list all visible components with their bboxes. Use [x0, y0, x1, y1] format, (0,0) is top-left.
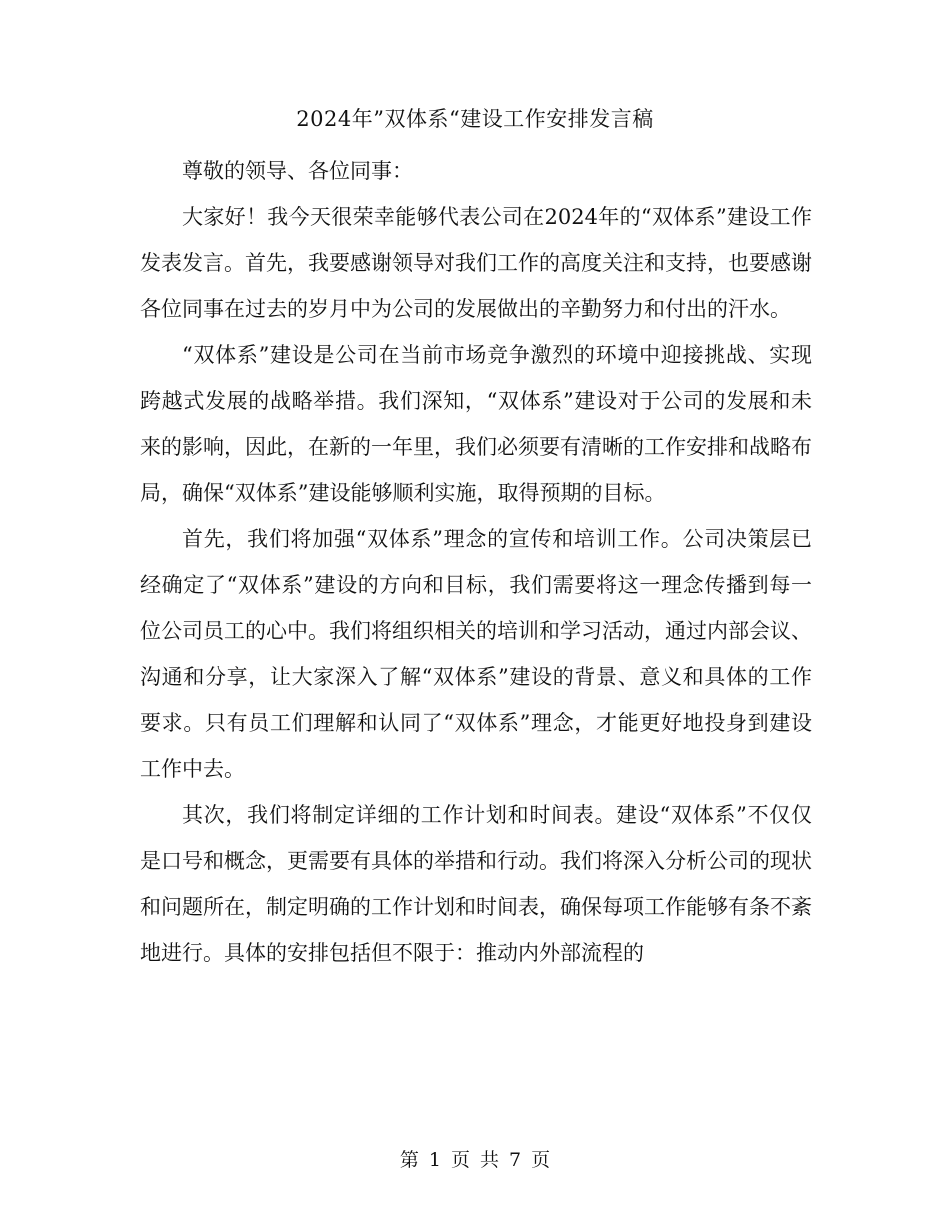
- body-paragraph: 其次，我们将制定详细的工作计划和时间表。建设“双体系”不仅仅是口号和概念，更需要有具体的举措和行动。我们将深入分析公司的现状和问题所在，制定明确的工作计划和时间表，确保每项工作能够有条不紊地进行。具体的安排包括但不限于：推动内外部流程的: [140, 803, 812, 965]
- body-paragraph: 首先，我们将加强“双体系”理念的宣传和培训工作。公司决策层已经确定了“双体系”建设的方向和目标，我们需要将这一理念传播到每一位公司员工的心中。我们将组织相关的培训和学习活动，通过内部会议、沟通和分享，让大家深入了解“双体系”建设的背景、意义和具体的工作要求。只有员工们理解和认同了“双体系”理念，才能更好地投身到建设工作中去。: [140, 527, 812, 781]
- page-footer: 第 1 页 共 7 页: [399, 1149, 551, 1171]
- document-title: 2024年”双体系“建设工作安排发言稿: [296, 107, 654, 131]
- body-paragraph: 大家好！我今天很荣幸能够代表公司在2024年的“双体系”建设工作发表发言。首先，我要感谢领导对我们工作的高度关注和支持，也要感谢各位同事在过去的岁月中为公司的发展做出的辛勤努力和付出的汗水。: [140, 205, 812, 321]
- document-body: [140, 148, 812, 976]
- salutation-paragraph: 尊敬的领导、各位同事：: [182, 159, 413, 183]
- body-paragraph: “双体系”建设是公司在当前市场竞争激烈的环境中迎接挑战、实现跨越式发展的战略举措。我们深知，“双体系”建设对于公司的发展和未来的影响，因此，在新的一年里，我们必须要有清晰的工作安排和战略布局，确保“双体系”建设能够顺利实施，取得预期的目标。: [140, 343, 812, 505]
